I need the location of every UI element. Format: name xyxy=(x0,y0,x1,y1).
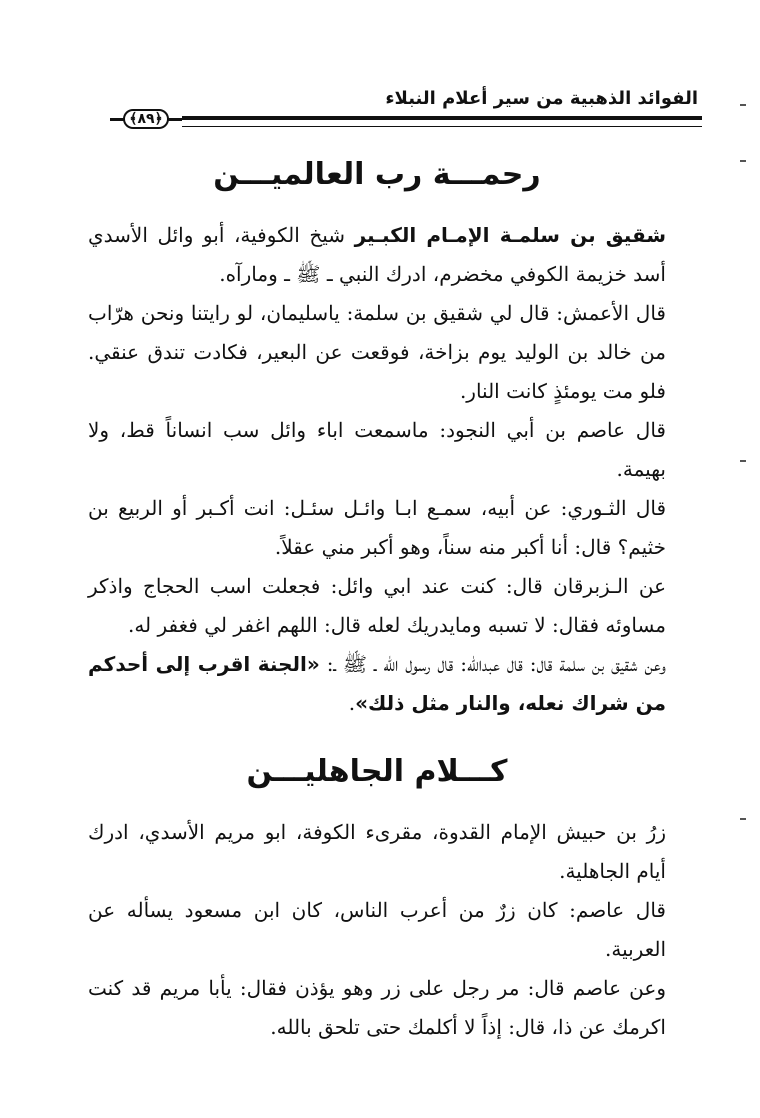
paragraph xyxy=(88,411,666,489)
margin-mark xyxy=(740,460,746,462)
paragraph-text: وعن شقيق بن سلمة قال: قال عبدالله: قال رسول الله ـ ﷺ ـ: xyxy=(319,652,666,676)
paragraph-text: قال الثـوري: عن أبيه، سمـع ابـا وائـل سئـل: انت أكـبر أو الربيع بن خثيم؟ قال: أنا أكبر منه سناً، وهو أكبر مني عقلاً. xyxy=(88,496,666,559)
margin-mark xyxy=(740,104,746,106)
paragraph xyxy=(88,567,666,645)
paragraph-text: قال عاصم: كان زرٌ من أعرب الناس، كان ابن مسعود يسأله عن العربية. xyxy=(88,898,666,961)
page-number-ornament xyxy=(110,108,182,130)
section-title: كـــلام الجاهليـــن xyxy=(246,754,508,789)
paragraph-lead: شقيق بن سلمـة الإمـام الكبـير xyxy=(354,223,667,247)
margin-mark xyxy=(740,160,746,162)
paragraph-text: عن الـزبرقان قال: كنت عند ابي وائل: فجعلت اسب الحجاج واذكر مساوئه فقال: لا تسبه ومايدريك لعله قال: اللهم اغفر لي فغفر له. xyxy=(88,574,666,637)
section-title: رحمـــة رب العالميـــن xyxy=(213,157,541,192)
paragraph-text: وعن عاصم قال: مر رجل على زر وهو يؤذن فقال: يأبا مريم قد كنت اكرمك عن ذا، قال: إذاً لا أكلمك حتى تلحق بالله. xyxy=(88,976,666,1039)
margin-mark xyxy=(740,818,746,820)
paragraph xyxy=(88,489,666,567)
hadith-quote: «الجنة اقرب إلى أحدكم من شراك نعله، والنار مثل ذلك» xyxy=(88,652,666,715)
page-body xyxy=(88,150,666,1047)
page-number: ﴿٨٩﴾ xyxy=(123,109,169,129)
paragraph-end: . xyxy=(348,691,356,715)
paragraph-text: شيخ الكوفية، أبو وائل الأسدي أسد خزيمة الكوفي مخضرم، ادرك النبي ـ ﷺ ـ ومارآه. xyxy=(88,223,666,286)
paragraph xyxy=(88,645,666,723)
running-header: الفوائد الذهبية من سير أعلام النبلاء xyxy=(385,88,698,109)
paragraph xyxy=(88,294,666,411)
paragraph-text: زرُ بن حبيش الإمام القدوة، مقرىء الكوفة، ابو مريم الأسدي، ادرك أيام الجاهلية. xyxy=(88,820,666,883)
paragraph xyxy=(88,216,666,294)
header-rule xyxy=(182,116,702,127)
paragraph-text: قال عاصم بن أبي النجود: ماسمعت اباء وائل سب انساناً قط، ولا بهيمة. xyxy=(88,418,666,481)
paragraph-text: قال الأعمش: قال لي شقيق بن سلمة: ياسليمان، لو رايتنا ونحن هرّاب من خالد بن الوليد يوم بزاخة، فوقعت عن البعير، فكادت تندق عنقي. فلو مت يومئذٍ كانت النار. xyxy=(88,301,666,403)
paragraph xyxy=(88,813,666,891)
paragraph xyxy=(88,891,666,969)
paragraph xyxy=(88,969,666,1047)
